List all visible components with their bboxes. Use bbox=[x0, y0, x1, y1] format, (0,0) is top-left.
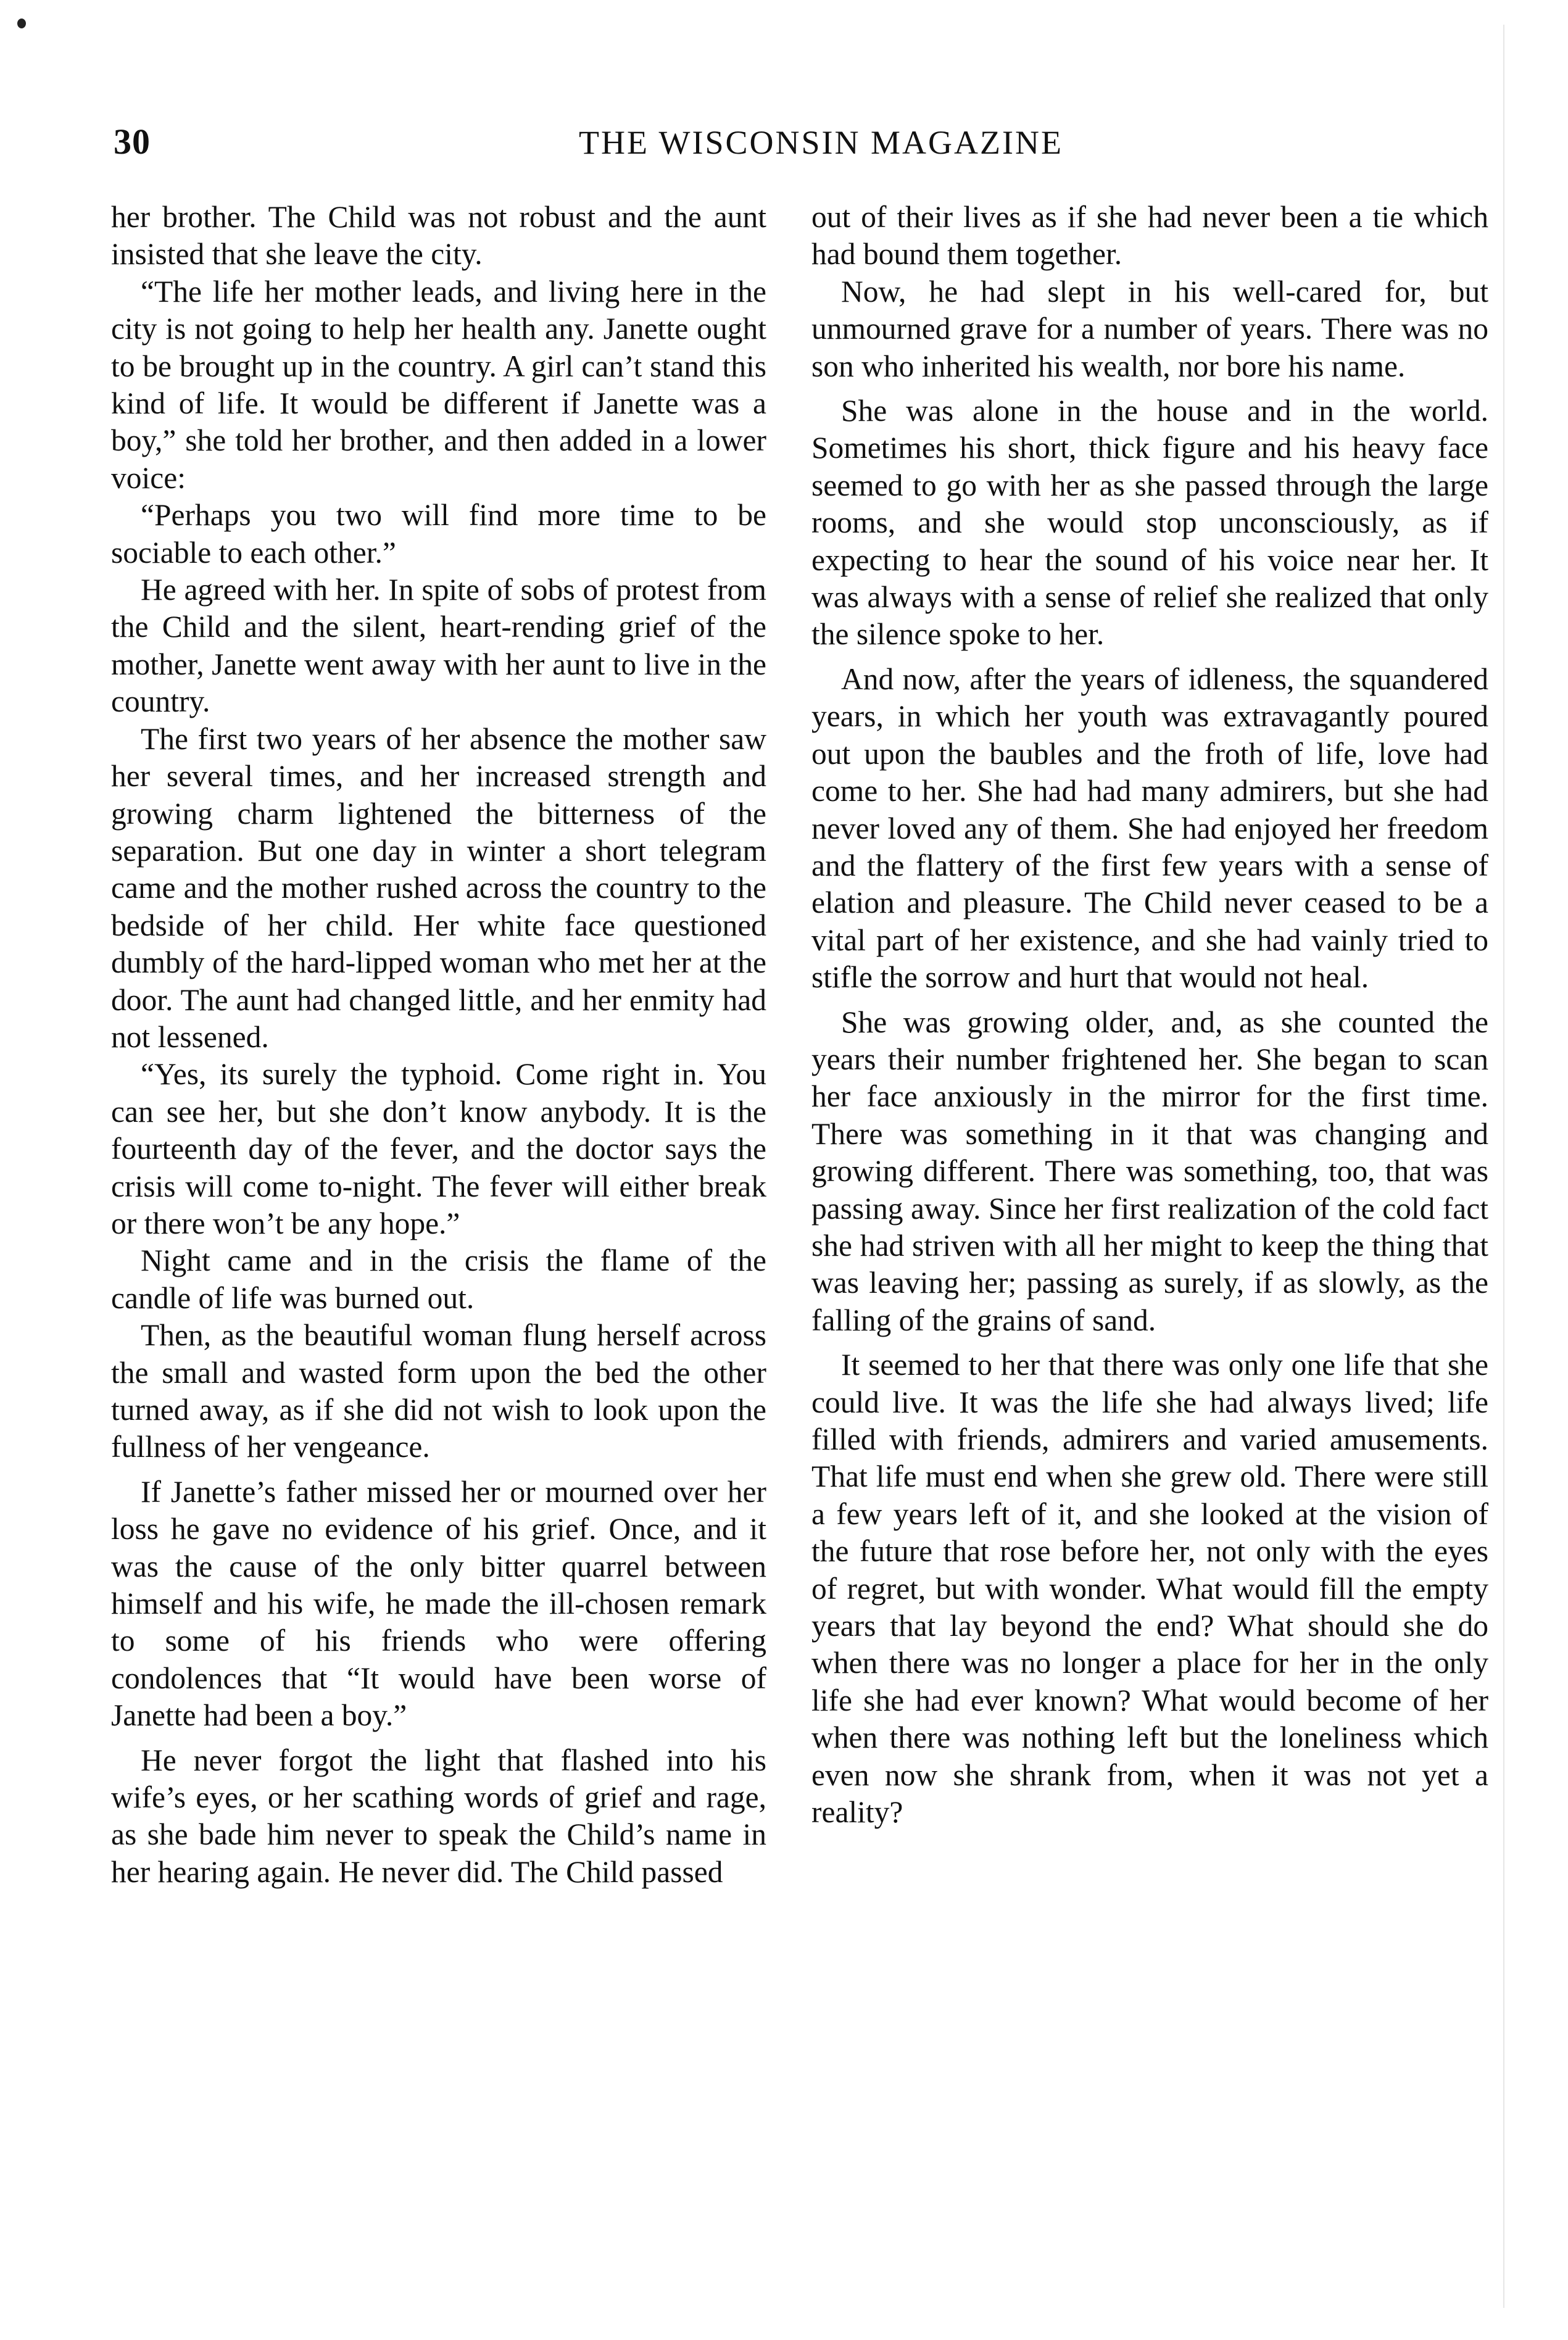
paragraph: Then, as the beautiful woman flung herself across the small and wasted form upon the bed the other turned away, as if she did not wish to look upon the fullness of her vengeance. bbox=[111, 1318, 766, 1464]
paragraph: And now, after the years of idleness, the squandered years, in which her youth was extravagantly poured out upon the baubles and the froth of life, love had come to her. She had had many admirers, but she had never loved any of them. She had enjoyed her freedom and the flattery of the first few years with a sense of elation and pleasure. The Child never ceased to be a vital part of her existence, and she had vainly tried to stifle the sorrow and hurt that would not heal. bbox=[811, 662, 1488, 995]
paragraph: “Yes, its surely the typhoid. Come right in. You can see her, but she don’t know anybody. It is the fourteenth day of the fever, and the doctor says the crisis will come to-night. The fever will either break or there won’t be any hope.” bbox=[111, 1057, 766, 1240]
paragraph: She was growing older, and, as she counted the years their number frightened her. She began to scan her face anxiously in the mirror for the first time. There was something in it that was changing and growing different. There was something, too, that was passing away. Since her first realization of the cold fact she had striven with all her might to keep the thing that was leaving her; passing as surely, if as slowly, as the falling of the grains of sand. bbox=[811, 1005, 1488, 1337]
running-head: THE WISCONSIN MAGAZINE bbox=[579, 124, 1063, 161]
paragraph: out of their lives as if she had never been a tie which had bound them together. bbox=[811, 200, 1488, 272]
paragraph: Now, he had slept in his well-cared for, but unmourned grave for a number of years. There was no son who inherited his wealth, nor bore his name. bbox=[811, 274, 1488, 383]
paragraph: “Perhaps you two will find more time to be sociable to each other.” bbox=[111, 498, 766, 570]
paragraph: “The life her mother leads, and living here in the city is not going to help her health any. Janette ought to be brought up in the country. A girl can’t stand this kind of life. It would be different if Janette was a boy,” she told her brother, and then added in a lower voice: bbox=[111, 274, 766, 495]
paragraph: Night came and in the crisis the flame of the candle of life was burned out. bbox=[111, 1243, 766, 1315]
ink-speck bbox=[17, 19, 26, 28]
paragraph: her brother. The Child was not robust and the aunt insisted that she leave the city. bbox=[111, 200, 766, 272]
paragraph: If Janette’s father missed her or mourned over her loss he gave no evidence of his grief. Once, and it was the cause of the only bitter quarrel between himself and his wife, he made the ill-chosen remark to some of his friends who were offering condolences that “It would have been worse of Janette had been a boy.” bbox=[111, 1474, 766, 1733]
page-number: 30 bbox=[114, 122, 151, 162]
paragraph: She was alone in the house and in the world. Sometimes his short, thick figure and his heavy face seemed to go with her as she passed through the large rooms, and she would stop unconsciously, as if expecting to hear the sound of his voice near her. It was always with a sense of relief she realized that only the silence spoke to her. bbox=[811, 394, 1488, 652]
paragraph: It seemed to her that there was only one life that she could live. It was the life she had always lived; life filled with friends, admirers and varied amusements. That life must end when she grew old. There were still a few years left of it, and she looked at the vision of the future that rose before her, not only with the eyes of regret, but with wonder. What would fill the empty years that lay beyond the end? What should she do when there was no longer a place for her in the only life she had ever known? What would become of her when there was nothing left but the loneliness which even now she shrank from, when it was not yet a reality? bbox=[811, 1348, 1488, 1830]
paragraph: He agreed with her. In spite of sobs of protest from the Child and the silent, heart-rending grief of the mother, Janette went away with her aunt to live in the country. bbox=[111, 573, 766, 719]
paragraph: He never forgot the light that flashed into his wife’s eyes, or her scathing words of grief and rage, as she bade him never to speak the Child’s name in her hearing again. He never did. The Child passed bbox=[111, 1743, 766, 1889]
right-column bbox=[811, 199, 1488, 1831]
left-column bbox=[111, 199, 766, 1891]
paragraph: The first two years of her absence the mother saw her several times, and her increased strength and growing charm lightened the bitterness of the separation. But one day in winter a short telegram came and the mother rushed across the country to the bedside of her child. Her white face questioned dumbly of the hard-lipped woman who met her at the door. The aunt had changed little, and her enmity had not lessened. bbox=[111, 721, 766, 1054]
page-edge-line bbox=[1503, 25, 1504, 2308]
